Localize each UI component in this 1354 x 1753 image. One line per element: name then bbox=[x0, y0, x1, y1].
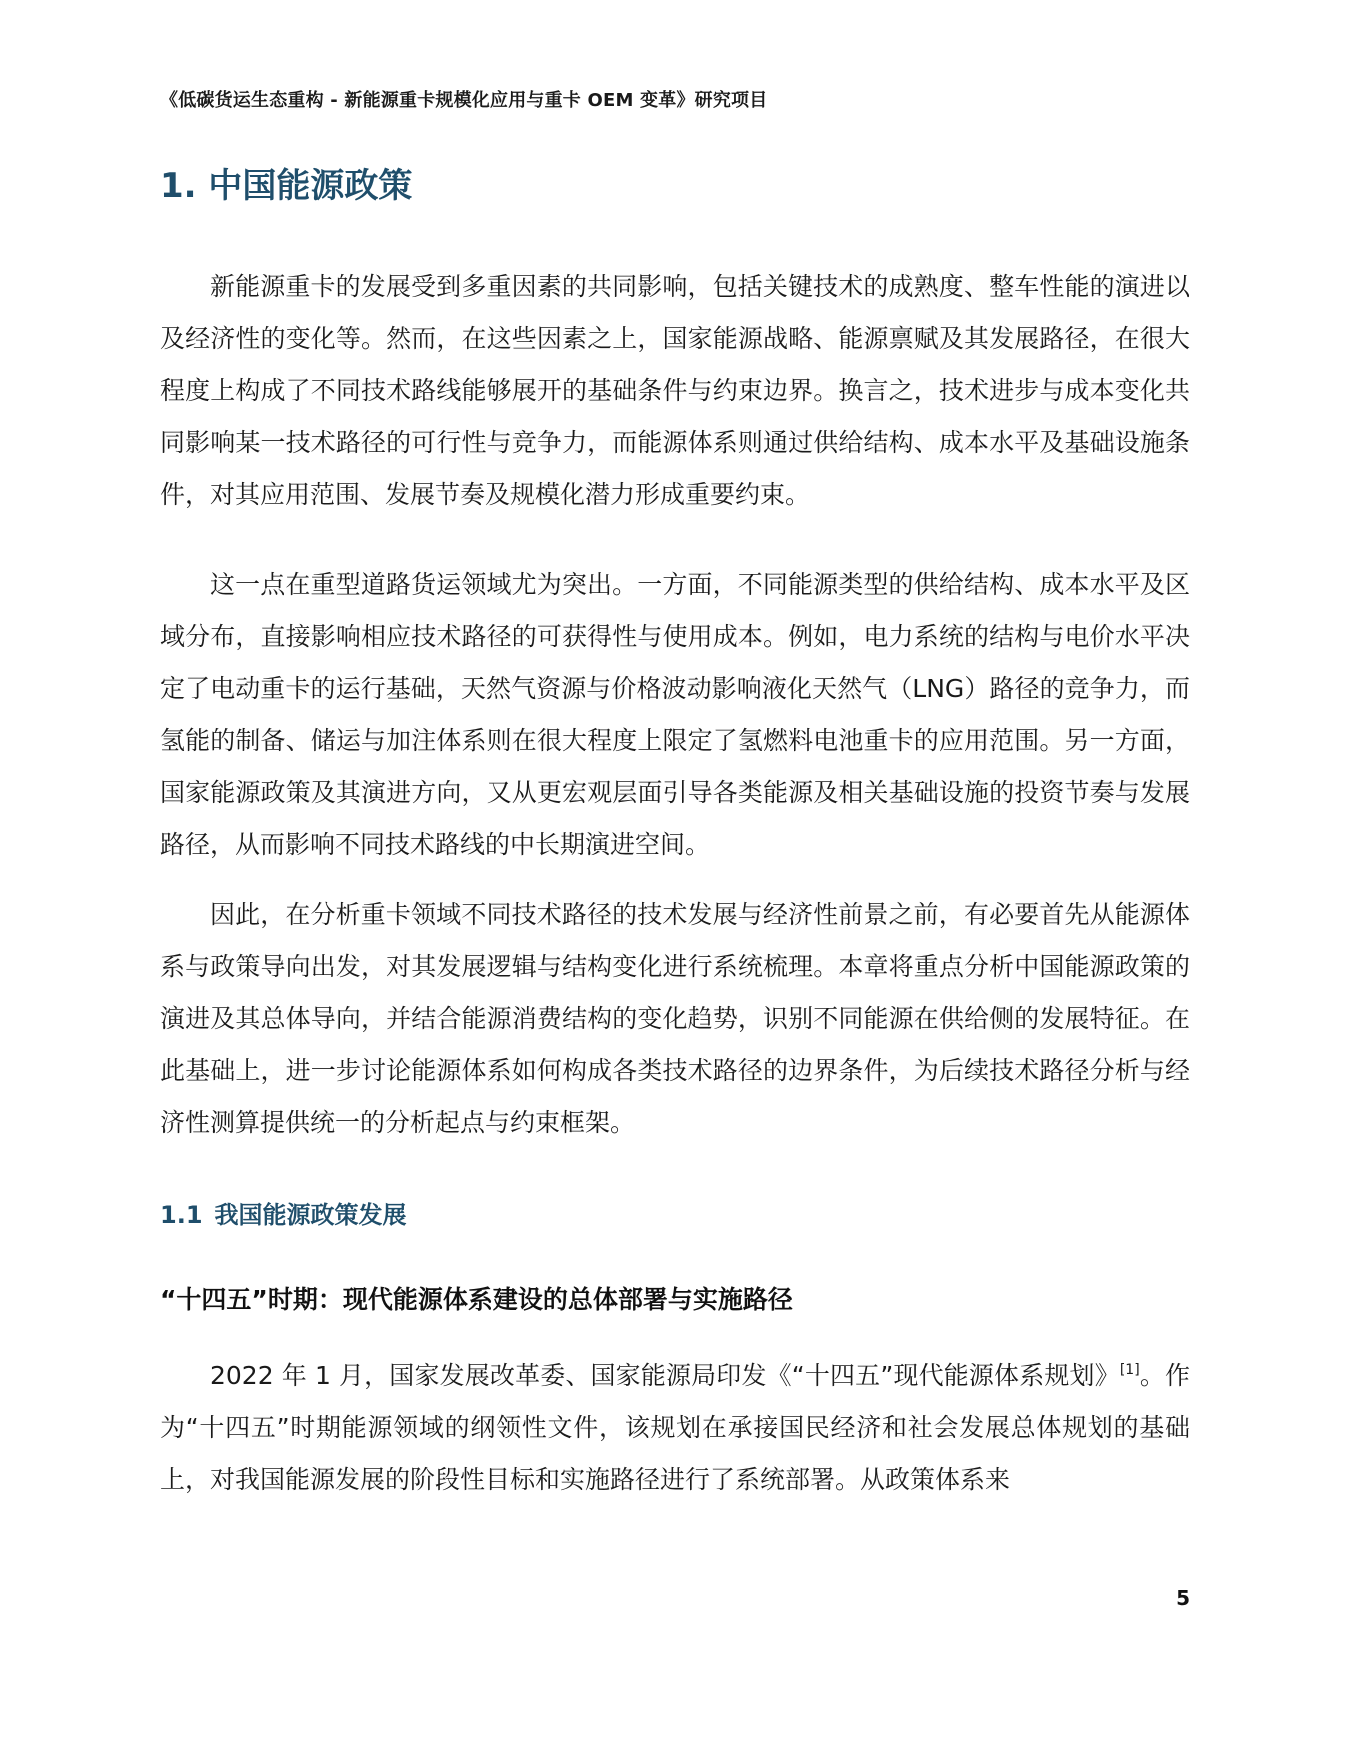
section-heading bbox=[160, 1195, 407, 1230]
paragraph-4-lead: 2022 年 1 月，国家发展改革委、国家能源局印发《“十四五”现代能源体系规划》 bbox=[210, 1361, 1120, 1390]
body-paragraph-2: 这一点在重型道路货运领域尤为突出。一方面，不同能源类型的供给结构、成本水平及区域分布，直接影响相应技术路径的可获得性与使用成本。例如，电力系统的结构与电价水平决定了电动重卡的运行基础，天然气资源与价格波动影响液化天然气（LNG）路径的竞争力，而氢能的制备、储运与加注体系则在很大程度上限定了氢燃料电池重卡的应用范围。另一方面，国家能源政策及其演进方向，又从更宏观层面引导各类能源及相关基础设施的投资节奏与发展路径，从而影响不同技术路线的中长期演进空间。 bbox=[160, 570, 1190, 859]
running-header: 《低碳货运生态重构 - 新能源重卡规模化应用与重卡 OEM 变革》研究项目 bbox=[160, 90, 768, 111]
body-paragraph-3: 因此，在分析重卡领域不同技术路径的技术发展与经济性前景之前，有必要首先从能源体系与政策导向出发，对其发展逻辑与结构变化进行系统梳理。本章将重点分析中国能源政策的演进及其总体导向，并结合能源消费结构的变化趋势，识别不同能源在供给侧的发展特征。在此基础上，进一步讨论能源体系如何构成各类技术路径的边界条件，为后续技术路径分析与经济性测算提供统一的分析起点与约束框架。 bbox=[160, 900, 1190, 1137]
document-page bbox=[160, 0, 1190, 1753]
page-number: 5 bbox=[1176, 1586, 1190, 1610]
subsection-heading: “十四五”时期：现代能源体系建设的总体部署与实施路径 bbox=[160, 1285, 793, 1314]
paragraph-4-continuation: 。作为“十四五”时期能源领域的纲领性文件，该规划在承接国民经济和社会发展总体规划的基础上，对我国能源发展的阶段性目标和实施路径进行了系统部署。从政策体系来 bbox=[160, 1361, 1190, 1494]
citation-ref-1[interactable]: [1] bbox=[1119, 1362, 1140, 1378]
section-number: 1.1 bbox=[160, 1201, 203, 1229]
body-paragraph-4 bbox=[160, 1350, 1190, 1506]
body-paragraph-1: 新能源重卡的发展受到多重因素的共同影响，包括关键技术的成熟度、整车性能的演进以及经济性的变化等。然而，在这些因素之上，国家能源战略、能源禀赋及其发展路径，在很大程度上构成了不同技术路线能够展开的基础条件与约束边界。换言之，技术进步与成本变化共同影响某一技术路径的可行性与竞争力，而能源体系则通过供给结构、成本水平及基础设施条件，对其应用范围、发展节奏及规模化潜力形成重要约束。 bbox=[160, 272, 1190, 509]
section-title-text: 我国能源政策发展 bbox=[214, 1201, 407, 1229]
chapter-title: 1. 中国能源政策 bbox=[160, 166, 413, 206]
